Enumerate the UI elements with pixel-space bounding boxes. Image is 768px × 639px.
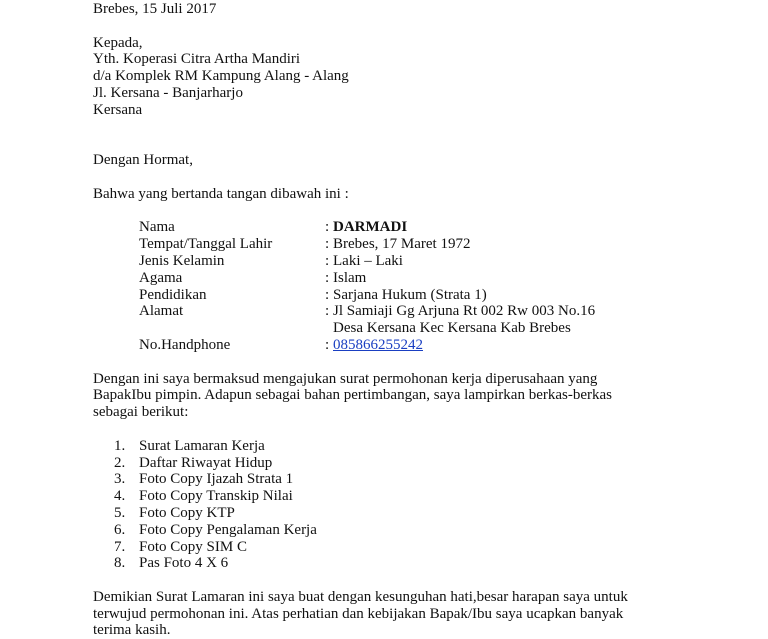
identity-value-gender: Laki – Laki bbox=[333, 252, 403, 269]
identity-label: Nama bbox=[139, 219, 175, 236]
attachment-list bbox=[93, 438, 733, 572]
list-number: 8. bbox=[114, 555, 126, 572]
list-item bbox=[114, 438, 733, 455]
identity-label: Pendidikan bbox=[139, 286, 207, 303]
identity-colon: : bbox=[325, 336, 330, 353]
identity-colon: : bbox=[325, 219, 330, 236]
identity-colon: : bbox=[325, 252, 330, 269]
identity-label: Alamat bbox=[139, 303, 184, 320]
paragraph-line: terwujud permohonan ini. Atas perhatian dan kebijakan Bapak/Ibu saya ucapkan banyak bbox=[93, 605, 624, 622]
identity-row-phone bbox=[139, 337, 733, 354]
list-text: Pas Foto 4 X 6 bbox=[139, 555, 229, 572]
list-text: Foto Copy Ijazah Strata 1 bbox=[139, 471, 294, 488]
identity-colon: : bbox=[325, 286, 330, 303]
identity-value-address: Jl Samiaji Gg Arjuna Rt 002 Rw 003 No.16 bbox=[333, 303, 596, 320]
list-number: 5. bbox=[114, 504, 126, 521]
identity-row-gender bbox=[139, 253, 733, 270]
list-text: Daftar Riwayat Hidup bbox=[139, 454, 273, 471]
identity-label: Tempat/Tanggal Lahir bbox=[139, 236, 273, 253]
identity-row-education bbox=[139, 287, 733, 304]
list-number: 4. bbox=[114, 488, 126, 505]
list-text: Surat Lamaran Kerja bbox=[139, 437, 265, 454]
identity-colon: : bbox=[325, 236, 330, 253]
list-item bbox=[114, 471, 733, 488]
list-text: Foto Copy Transkip Nilai bbox=[139, 488, 293, 505]
identity-value-address-continuation: Desa Kersana Kec Kersana Kab Brebes bbox=[333, 320, 571, 337]
list-number: 1. bbox=[114, 437, 126, 454]
identity-table bbox=[139, 219, 733, 353]
identity-value-religion: Islam bbox=[333, 269, 367, 286]
identity-row-name bbox=[139, 219, 733, 236]
closing-paragraph bbox=[93, 589, 733, 639]
request-paragraph bbox=[93, 371, 733, 421]
list-number: 3. bbox=[114, 471, 126, 488]
recipient-line: d/a Komplek RM Kampung Alang - Alang bbox=[93, 68, 349, 85]
identity-label: Jenis Kelamin bbox=[139, 252, 225, 269]
list-text: Foto Copy Pengalaman Kerja bbox=[139, 521, 317, 538]
list-number: 2. bbox=[114, 454, 126, 471]
intro-text: Bahwa yang bertanda tangan dibawah ini : bbox=[93, 185, 349, 202]
recipient-block bbox=[93, 35, 733, 119]
list-text: Foto Copy KTP bbox=[139, 504, 235, 521]
identity-row-religion bbox=[139, 270, 733, 287]
identity-value-education: Sarjana Hukum (Strata 1) bbox=[333, 286, 487, 303]
identity-colon: : bbox=[325, 303, 330, 320]
recipient-line: Yth. Koperasi Citra Artha Mandiri bbox=[93, 51, 301, 68]
identity-label: No.Handphone bbox=[139, 336, 231, 353]
list-item bbox=[114, 488, 733, 505]
paragraph-line: BapakIbu pimpin. Adapun sebagai bahan pertimbangan, saya lampirkan berkas-berkas bbox=[93, 387, 613, 404]
identity-value-birth: Brebes, 17 Maret 1972 bbox=[333, 236, 471, 253]
letter-document bbox=[93, 1, 733, 639]
list-item bbox=[114, 455, 733, 472]
recipient-line: Kepada, bbox=[93, 34, 143, 51]
paragraph-line: Dengan ini saya bermaksud mengajukan surat permohonan kerja diperusahaan yang bbox=[93, 370, 598, 387]
list-item bbox=[114, 522, 733, 539]
recipient-line: Jl. Kersana - Banjarharjo bbox=[93, 84, 243, 101]
identity-label: Agama bbox=[139, 269, 183, 286]
recipient-line: Kersana bbox=[93, 101, 143, 118]
list-item bbox=[114, 539, 733, 556]
salutation: Dengan Hormat, bbox=[93, 152, 193, 169]
list-text: Foto Copy SIM C bbox=[139, 538, 247, 555]
identity-colon: : bbox=[325, 269, 330, 286]
identity-row-address bbox=[139, 303, 733, 320]
place-date: Brebes, 15 Juli 2017 bbox=[93, 1, 217, 17]
identity-value-name: DARMADI bbox=[333, 219, 408, 236]
paragraph-line: terima kasih. bbox=[93, 622, 171, 639]
paragraph-line: sebagai berikut: bbox=[93, 404, 189, 421]
paragraph-line: Demikian Surat Lamaran ini saya buat dengan kesunguhan hati,besar harapan saya untuk bbox=[93, 588, 628, 605]
list-number: 6. bbox=[114, 521, 126, 538]
phone-link[interactable]: 085866255242 bbox=[333, 336, 423, 353]
list-item bbox=[114, 555, 733, 572]
list-item bbox=[114, 505, 733, 522]
list-number: 7. bbox=[114, 538, 126, 555]
identity-row-birth bbox=[139, 236, 733, 253]
